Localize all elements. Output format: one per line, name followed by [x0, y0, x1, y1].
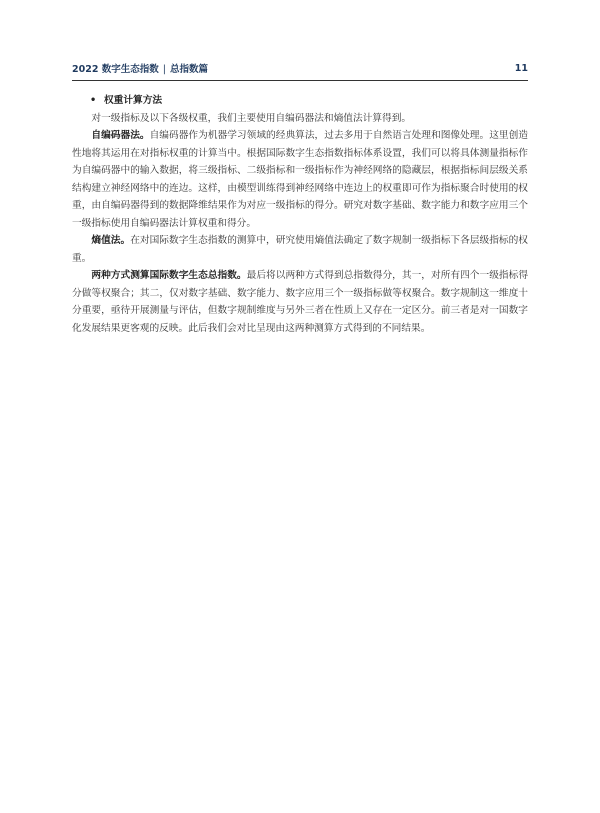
page-header	[72, 60, 528, 76]
section-heading-text: 权重计算方法	[104, 95, 163, 106]
section-heading	[90, 92, 528, 110]
paragraph-text: 对一级指标及以下各级权重，我们主要使用自编码器法和熵值法计算得到。	[91, 112, 412, 124]
paragraph-lead: 两种方式测算国际数字生态总指数。	[91, 270, 247, 281]
bullet-icon: •	[90, 95, 97, 106]
paragraph-text: 在对国际数字生态指数的测算中，研究使用熵值法确定了数字规制一级指标下各层级指标的权重。	[72, 235, 528, 264]
paragraph-autoencoder	[72, 127, 528, 232]
header-rule	[72, 80, 528, 81]
paragraph-entropy	[72, 232, 528, 267]
title-separator: |	[162, 64, 166, 75]
paragraph-lead: 自编码器法。	[91, 130, 150, 141]
section-name: 总指数篇	[169, 64, 208, 75]
page-number: 11	[514, 62, 528, 74]
page-body	[72, 92, 528, 337]
running-title	[72, 61, 208, 75]
paragraph-text: 最后将以两种方式得到总指数得分，其一，对所有四个一级指标得分做等权聚合；其二，仅对数字基础、数字能力、数字应用三个一级指标做等权聚合。数字规制这一维度十分重要，亟待开展测量与评估，但数字规制维度与另外三者在性质上又存在一定区分。前三者是对一国数字化发展结果更客观的反映。此后我们会对比呈现由这两种测算方式得到的不同结果。	[72, 270, 529, 334]
paragraph-text: 自编码器作为机器学习领域的经典算法，过去多用于自然语言处理和图像处理。这里创造性地将其运用在对指标权重的计算当中。根据国际数字生态指数指标体系设置，我们可以将具体测量指标作为自编码器中的输入数据，将三级指标、二级指标和一级指标作为神经网络的隐藏层，根据指标间层级关系结构建立神经网络中的连边。这样，由模型训练得到神经网络中连边上的权重即可作为指标聚合时使用的权重，由自编码器得到的数据降维结果作为对应一级指标的得分。研究对数字基础、数字能力和数字应用三个一级指标使用自编码器法计算权重和得分。	[72, 130, 528, 229]
report-title: 2022 数字生态指数	[72, 64, 159, 75]
paragraph-lead: 熵值法。	[91, 235, 131, 246]
paragraph-intro	[72, 110, 528, 128]
paragraph-total-index	[72, 267, 528, 337]
